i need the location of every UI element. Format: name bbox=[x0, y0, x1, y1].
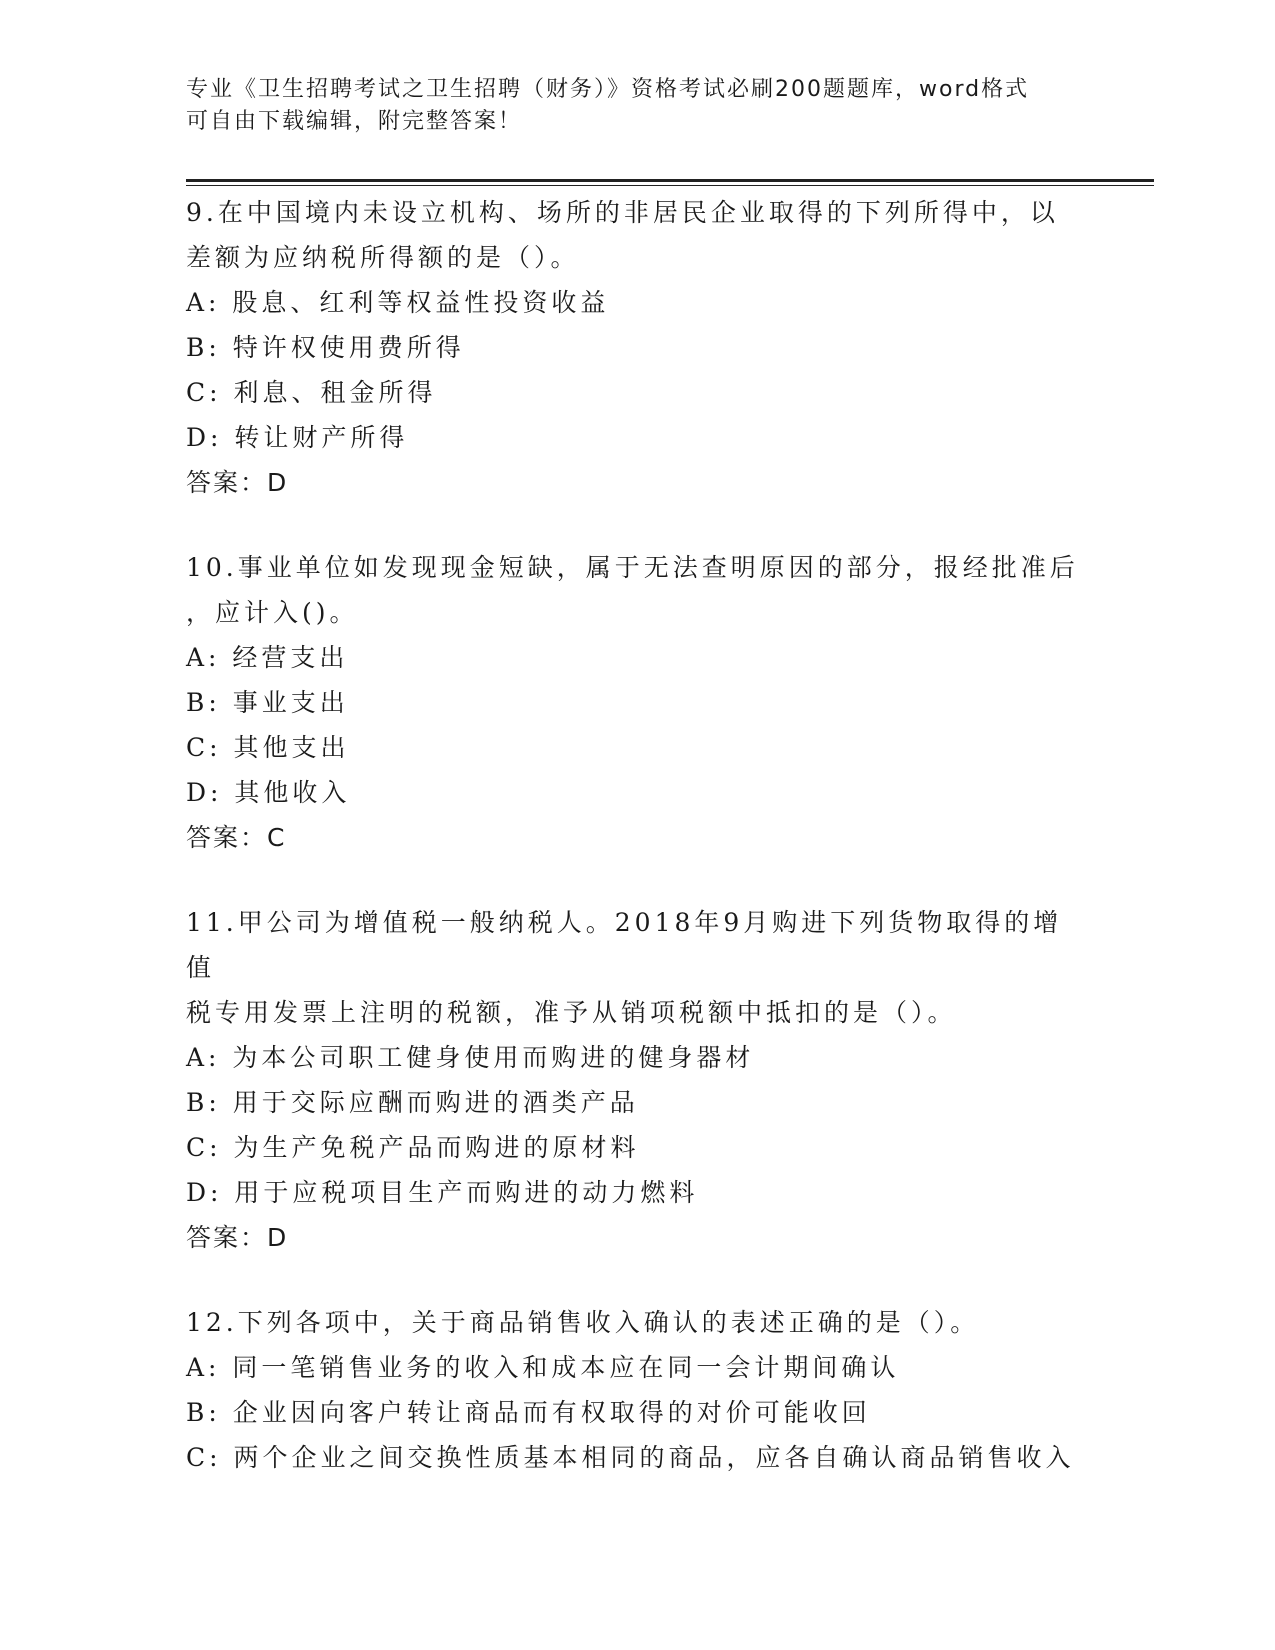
option-c: C: 利息、租金所得 bbox=[186, 378, 437, 407]
option-c: C: 为生产免税产品而购进的原材料 bbox=[186, 1133, 640, 1162]
answer: 答案：D bbox=[186, 468, 289, 497]
option-a: A: 股息、红利等权益性投资收益 bbox=[186, 288, 610, 317]
option-d: D: 转让财产所得 bbox=[186, 423, 409, 452]
option-d: D: 其他收入 bbox=[186, 778, 351, 807]
question-text-line: 12.下列各项中，关于商品销售收入确认的表述正确的是（）。 bbox=[186, 1308, 980, 1337]
option-b: B: 特许权使用费所得 bbox=[186, 333, 465, 362]
header-divider-thin bbox=[186, 185, 1154, 186]
question-text-line: 9.在中国境内未设立机构、场所的非居民企业取得的下列所得中，以 bbox=[186, 198, 1059, 227]
question-text-line: 10.事业单位如发现现金短缺，属于无法查明原因的部分，报经批准后 bbox=[186, 553, 1079, 582]
question-11 bbox=[186, 900, 1086, 1260]
option-d: D: 用于应税项目生产而购进的动力燃料 bbox=[186, 1178, 699, 1207]
answer: 答案：D bbox=[186, 1223, 289, 1252]
option-a: A: 经营支出 bbox=[186, 643, 349, 672]
option-c: C: 其他支出 bbox=[186, 733, 350, 762]
question-9 bbox=[186, 190, 1086, 505]
header-line-2: 可自由下载编辑，附完整答案！ bbox=[186, 109, 523, 134]
question-text-line: 11.甲公司为增值税一般纳税人。2018年9月购进下列货物取得的增值 bbox=[186, 908, 1063, 982]
option-a: A: 同一笔销售业务的收入和成本应在同一会计期间确认 bbox=[186, 1353, 900, 1382]
question-text-line: 税专用发票上注明的税额，准予从销项税额中抵扣的是（）。 bbox=[186, 998, 957, 1027]
question-12 bbox=[186, 1300, 1086, 1480]
option-b: B: 企业因向客户转让商品而有权取得的对价可能收回 bbox=[186, 1398, 871, 1427]
header-line-1: 专业《卫生招聘考试之卫生招聘（财务）》资格考试必刷200题题库，word格式 bbox=[186, 77, 1030, 102]
option-a: A: 为本公司职工健身使用而购进的健身器材 bbox=[186, 1043, 755, 1072]
question-text-line: 差额为应纳税所得额的是（）。 bbox=[186, 243, 580, 272]
option-c: C: 两个企业之间交换性质基本相同的商品，应各自确认商品销售收入 bbox=[186, 1443, 1075, 1472]
question-list bbox=[186, 190, 1086, 1520]
answer: 答案：C bbox=[186, 823, 287, 852]
header-divider-thick bbox=[186, 179, 1154, 182]
question-10 bbox=[186, 545, 1086, 860]
option-b: B: 用于交际应酬而购进的酒类产品 bbox=[186, 1088, 639, 1117]
option-b: B: 事业支出 bbox=[186, 688, 349, 717]
question-text-line: ，应计入()。 bbox=[186, 598, 359, 627]
document-header bbox=[186, 74, 1086, 138]
